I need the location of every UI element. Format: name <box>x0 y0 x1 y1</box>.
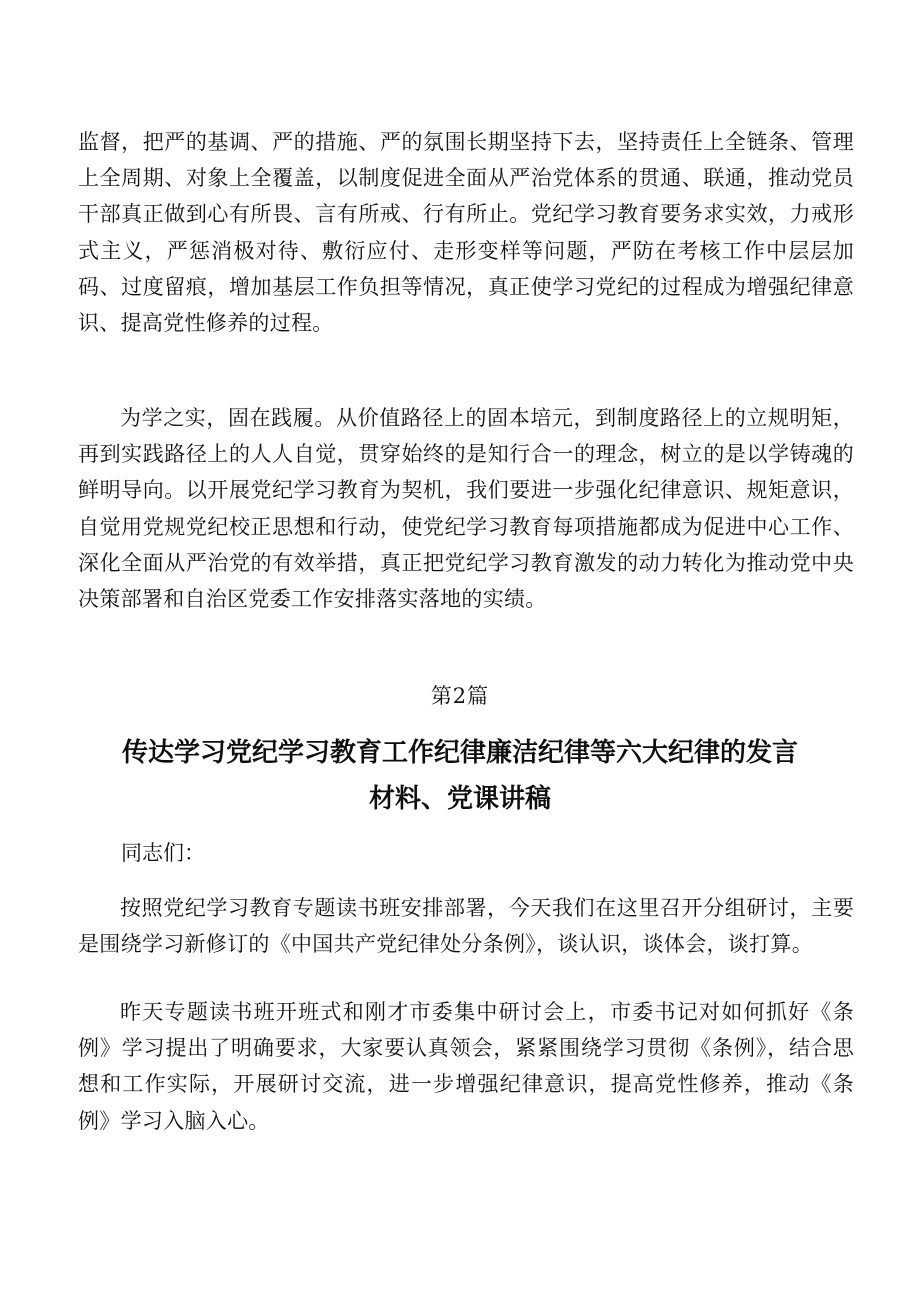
salutation: 同志们： <box>121 841 205 865</box>
paragraph-4: 昨天专题读书班开班式和刚才市委集中研讨会上，市委书记对如何抓好《条例》学习提出了明确要求，大家要认真领会，紧紧围绕学习贯彻《条例》，结合思想和工作实际，开展研讨交流，进一步增强纪律意识，提高党性修养，推动《条例》学习入脑入心。 <box>78 1000 854 1133</box>
paragraph-1: 监督，把严的基调、严的措施、严的氛围长期坚持下去，坚持责任上全链条、管理上全周期、对象上全覆盖，以制度促进全面从严治党体系的贯通、联通，推动党员干部真正做到心有所畏、言有所戒、行有所止。党纪学习教育要务求实效，力戒形式主义，严惩消极对待、敷衍应付、走形变样等问题，严防在考核工作中层层加码、过度留痕，增加基层工作负担等情况，真正使学习党纪的过程成为增强纪律意识、提高党性修养的过程。 <box>78 130 854 336</box>
document-title: 传达学习党纪学习教育工作纪律廉洁纪律等六大纪律的发言材料、党课讲稿 <box>121 738 798 814</box>
paragraph-3: 按照党纪学习教育专题读书班安排部署，今天我们在这里召开分组研讨，主要是围绕学习新修订的《中国共产党纪律处分条例》，谈认识，谈体会，谈打算。 <box>78 896 854 957</box>
section-label: 第2篇 <box>430 684 490 708</box>
paragraph-2: 为学之实，固在践履。从价值路径上的固本培元，到制度路径上的立规明矩，再到实践路径上的人人自觉，贯穿始终的是知行合一的理念，树立的是以学铸魂的鲜明导向。以开展党纪学习教育为契机，我们要进一步强化纪律意识、规矩意识，自觉用党规党纪校正思想和行动，使党纪学习教育每项措施都成为促进中心工作、深化全面从严治党的有效举措，真正把党纪学习教育激发的动力转化为推动党中央决策部署和自治区党委工作安排落实落地的实绩。 <box>78 406 854 612</box>
